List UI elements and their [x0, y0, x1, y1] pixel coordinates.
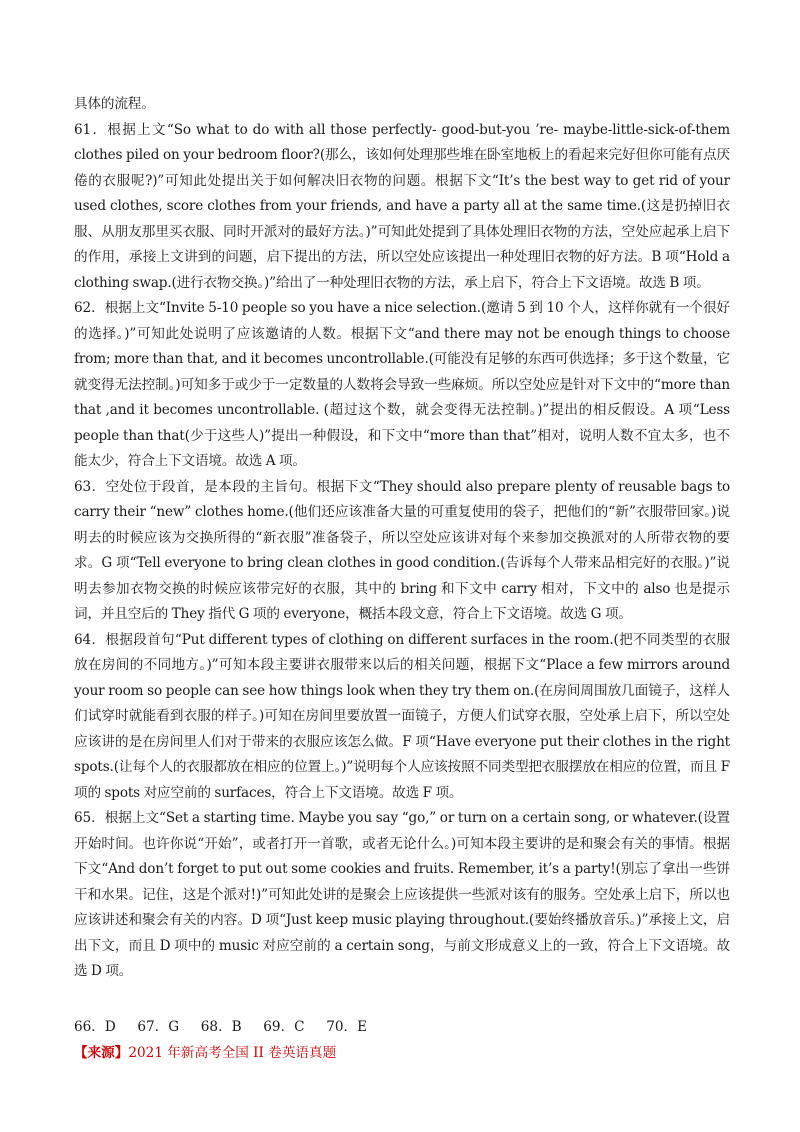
answer-68: 68．B [200, 1018, 242, 1035]
answer-69: 69．C [263, 1018, 305, 1035]
intro-line: 具体的流程。 [74, 96, 155, 112]
source-label: 【来源】 [74, 1044, 129, 1061]
explanation-62: 62．根据上文“Invite 5-10 people so you have a nice selection.(邀请 5 到 10 个人，这样你就有一个很好的选择。)”可知此处说明了应该邀请的人数。根据下文“and there may not be enough things to choose from; more than that, and it becomes uncontrollable.(可能没有足够的东西可供选择；多于这个数量，它就变得无法控制。)可知多于或少于一定数量的人数将会导致一些麻烦。所以空处应是针对下文中的“more than that ,and it becomes uncontrollable. (超过这个数，就会变得无法控制。)”提出的相反假设。A 项“Less people than that(少于这些人)”提出一种假设，和下文中“more than that”相对，说明人数不宜太多，也不能太少，符合上下文语境。故选 A 项。 [74, 300, 730, 469]
source-text: 2021 年新高考全国 II 卷英语真题 [128, 1044, 337, 1061]
source-line [74, 1042, 730, 1064]
answer-key [74, 1015, 730, 1040]
document-page [74, 92, 730, 1064]
explanation-61: 61．根据上文“So what to do with all those perfectly- good-but-you ’re- maybe-little-sick-of-them clothes piled on your bedroom floor?(那么，该如何处理那些堆在卧室地板上的看起来完好但你可能有点厌倦的衣服呢?)”可知此处提出关于如何解决旧衣物的问题。根据下文“It’s the best way to get rid of your used clothes, score clothes from your friends, and have a party all at the same time.(这是扔掉旧衣服、从朋友那里买衣服、同时开派对的最好方法。)”可知此处提到了具体处理旧衣物的方法，空处应起承上启下的作用，承接上文讲到的问题，启下提出的方法，所以空处应该提出一种处理旧衣物的好方法。B 项“Hold a clothing swap.(进行衣物交换。)”给出了一种处理旧衣物的方法，承上启下，符合上下文语境。故选 B 项。 [74, 121, 730, 291]
explanation-65: 65．根据上文“Set a starting time. Maybe you say “go,” or turn on a certain song, or whatever.(设置开始时间。也许你说“开始”，或者打开一首歌，或者无论什么。)可知本段主要讲的是和聚会有关的事情。根据下文“And don’t forget to put out some cookies and fruits. Remember, it’s a party!(别忘了拿出一些饼干和水果。记住，这是个派对!)”可知此处讲的是聚会上应该提供一些派对该有的服务。空处承上启下，所以也应该讲述和聚会有关的内容。D 项“Just keep music playing throughout.(要始终播放音乐。)”承接上文，启出下文，而且 D 项中的 music 对应空前的 a certain song，与前文形成意义上的一致，符合上下文语境。故选 D 项。 [74, 810, 730, 979]
answer-66: 66．D [74, 1018, 116, 1035]
answer-67: 67．G [137, 1018, 180, 1035]
answer-70: 70．E [326, 1018, 368, 1035]
explanation-63: 63．空处位于段首，是本段的主旨句。根据下文“They should also prepare plenty of reusable bags to carry their “new” clothes home.(他们还应该准备大量的可重复使用的袋子，把他们的“新”衣服带回家。)说明去的时候应该为交换所得的“新衣服”准备袋子，所以空处应该讲对每个来参加交换派对的人所带衣物的要求。G 项“Tell everyone to bring clean clothes in good condition.(告诉每个人带来品相完好的衣服。)”说明去参加衣物交换的时候应该带完好的衣服，其中的 bring 和下文中 carry 相对，下文中的 also 也是提示词，并且空后的 They 指代 G 项的 everyone，概括本段文意，符合上下文语境。故选 G 项。 [74, 478, 730, 622]
explanation-64: 64．根据段首句“Put different types of clothing on different surfaces in the room.(把不同类型的衣服放在房间的不同地方。)”可知本段主要讲衣服带来以后的相关问题，根据下文“Place a few mirrors around your room so people can see how things look when they try them on.(在房间周围放几面镜子，这样人们试穿时就能看到衣服的样子。)可知在房间里要放置一面镜子，方便人们试穿衣服，空处承上启下，所以空处应该讲的是在房间里人们对于带来的衣服应该怎么做。F 项“Have everyone put their clothes in the right spots.(让每个人的衣服都放在相应的位置上。)”说明每个人应该按照不同类型把衣服摆放在相应的位置，而且 F 项的 spots 对应空前的 surfaces，符合上下文语境。故选 F 项。 [74, 631, 730, 801]
